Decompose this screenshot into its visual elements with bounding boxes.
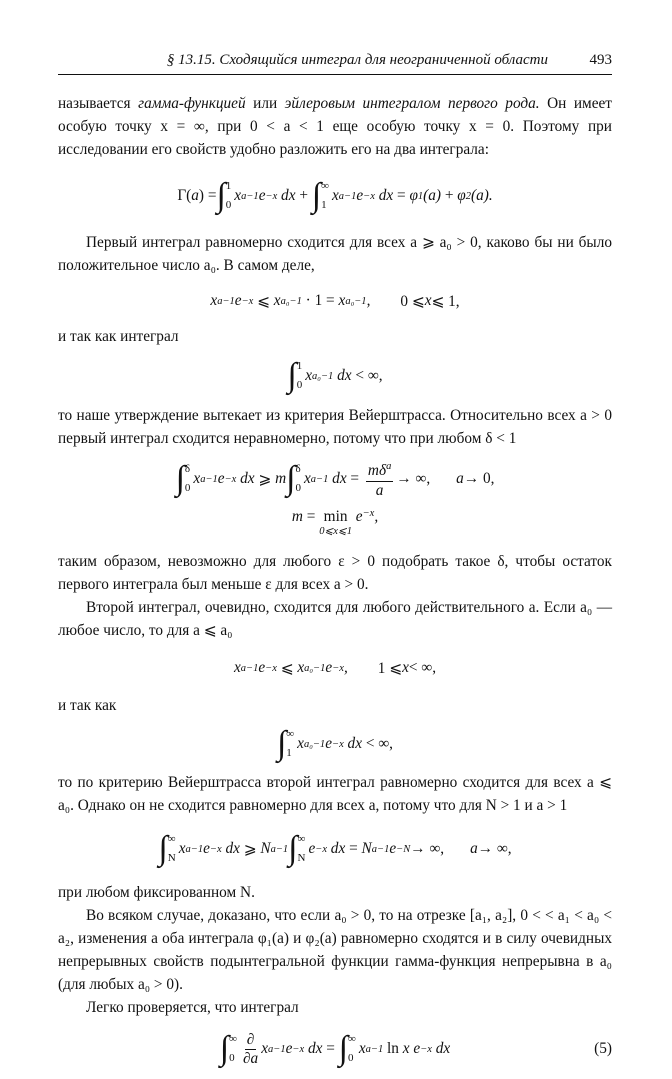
page-body bbox=[58, 92, 612, 1079]
equation-convergent: ∫ 1 0 x a₀−1 dx < ∞, bbox=[287, 357, 383, 394]
section-title: § 13.15. Сходящийся интеграл для неограниченной области bbox=[166, 52, 548, 68]
paragraph-9: при любом фиксированном N. bbox=[58, 884, 255, 901]
paragraph-5: таким образом, невозможно для любого ε > 0 подобрать такое δ, чтобы остаток первого интеграла был меньше ε для всех a > 0. bbox=[58, 553, 612, 593]
paragraph-10: Во всяком случае, доказано, что если a₀ > 0, то на отрезке [a₁, a₂], 0 < < a₁ < a₀ < a₂, изменения a оба интеграла φ₁(a) и φ₂(a) равномерно сходятся и в силу очевидных непрерывных свойств подынтегральной функции гамма-функция непрерывна в a₀ (для любых a₀ > 0). bbox=[58, 907, 612, 993]
paragraph-1: называется гамма-функцией или эйлеровым интегралом первого рода. Он имеет особую точку x = ∞, при 0 < a < 1 еще особую точку x = 0. Поэтому при исследовании его свойств удобно разложить его на два интеграла: bbox=[58, 95, 612, 158]
equation-nonuniform: ∫ δ 0 x a−1 e −x dx ⩾ m ∫ δ 0 x a−1 dx = $\frac{m\delta^a}{a}$ → ∞, a → 0, bbox=[175, 460, 495, 499]
equation-number: (5) bbox=[594, 1040, 612, 1057]
paragraph-7: и так как bbox=[58, 697, 117, 714]
equation-bound-2: x a−1 e −x ⩽ x a₀−1 e −x , 1 ⩽ x < ∞, bbox=[233, 659, 437, 677]
paragraph-6: Второй интеграл, очевидно, сходится для любого действительного a. Если a₀ — любое число, то для a ⩽ a₀ bbox=[58, 599, 612, 639]
paragraph-11: Легко проверяется, что интеграл bbox=[86, 999, 299, 1016]
equation-5: ∫ ∞ 0 $\frac{\partial}{\partial a}$ x a−1 e −x dx = ∫ ∞ 0 x a−1 ln x e −x dx (5) bbox=[219, 1030, 612, 1067]
equation-bound: x a−1 e −x ⩽ x a₀−1 · 1 = x a₀−1 , 0 ⩽ x ⩽ 1, bbox=[210, 292, 460, 310]
equation-convergent-2: ∫ ∞ 1 x a₀−1 e −x dx < ∞, bbox=[276, 725, 394, 762]
equation-tail: ∫ ∞ N x a−1 e −x dx ⩾ N a−1 ∫ ∞ N e −x dx = N a−1 e −N → ∞, a → ∞, bbox=[158, 830, 512, 867]
paragraph-3: и так как интеграл bbox=[58, 328, 179, 345]
paragraph-2: Первый интеграл равномерно сходится для всех a ⩾ a₀ > 0, каково бы ни было положительное число a₀. В самом деле, bbox=[58, 234, 612, 274]
paragraph-4: то наше утверждение вытекает из критерия Вейерштрасса. Относительно всех a > 0 первый интеграл сходится неравномерно, потому что при любом δ < 1 bbox=[58, 407, 612, 447]
equation-min: m = min 0⩽x⩽1 e $^{-x}$ , bbox=[291, 508, 379, 537]
equation-gamma-split: Γ( a ) = ∫ 1 0 x a−1 e −x dx + ∫ ∞ 1 x a−1 e −x dx = φ 1 (a) + φ 2 (a). bbox=[177, 177, 493, 214]
running-header bbox=[58, 52, 612, 75]
page-number: 493 bbox=[589, 52, 612, 68]
paragraph-8: то по критерию Вейерштрасса второй интеграл равномерно сходится для всех a ⩽ a₀. Однако он не сходится равномерно для всех a, потому что для N > 1 и a > 1 bbox=[58, 774, 612, 814]
